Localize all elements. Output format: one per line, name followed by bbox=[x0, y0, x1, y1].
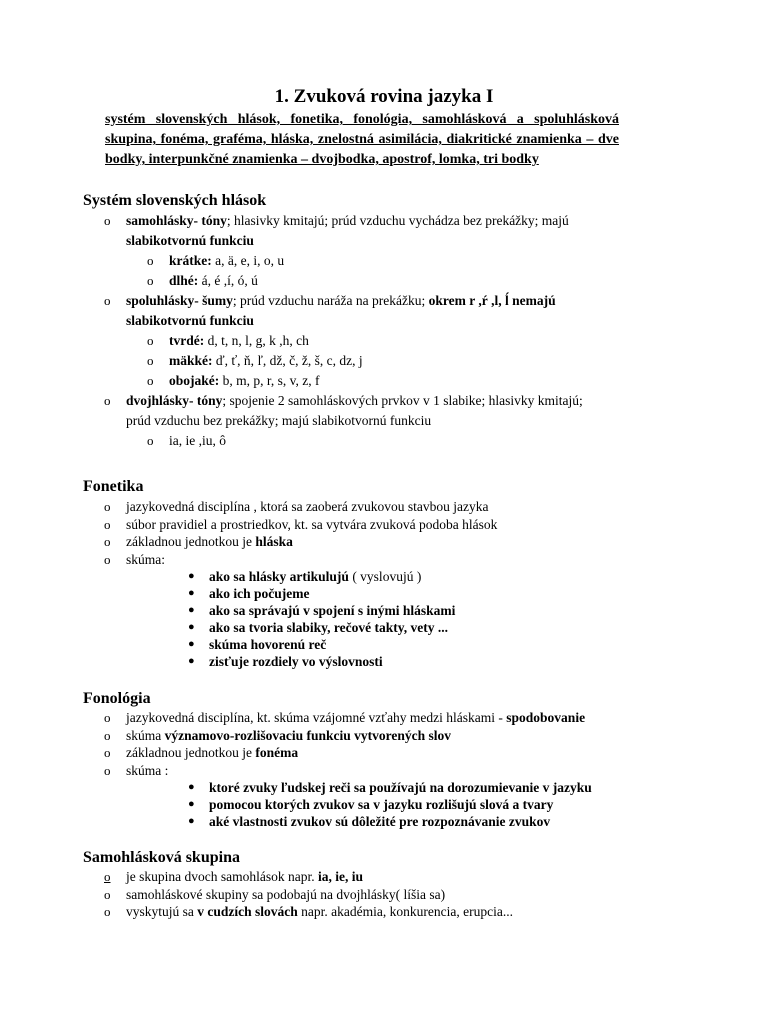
list-item-bullet: ● ako ich počujeme bbox=[188, 586, 310, 601]
list-item: o vyskytujú sa v cudzích slovách napr. akadémia, konkurencia, erupcia... bbox=[104, 904, 513, 919]
list-item-bullet: ● aké vlastnosti zvukov sú dôležité pre rozpoznávanie zvukov bbox=[188, 814, 551, 829]
list-item-bullet: ● ktoré zvuky ľudskej reči sa používajú na dorozumievanie v jazyku bbox=[188, 780, 592, 795]
list-item-tvrde: o tvrdé: d, t, n, l, g, k ,h, ch bbox=[0, 331, 768, 351]
circle-bullet-icon: o bbox=[104, 886, 111, 902]
heading-fonologia: Fonológia bbox=[83, 690, 151, 707]
circle-bullet-icon: o bbox=[104, 904, 111, 919]
list-item-spoluhlasky: o spoluhlásky- šumy; prúd vzduchu naráža na prekážku; okrem r ,ŕ ,l, ĺ nemajú slabikotvornú funkciu bbox=[104, 293, 556, 328]
circle-bullet-icon: o bbox=[104, 727, 111, 743]
list-system bbox=[0, 211, 768, 451]
circle-bullet-icon: o bbox=[147, 433, 154, 448]
filled-bullet-icon: ● bbox=[188, 570, 195, 582]
list-item-bullet: ● zisťuje rozdiely vo výslovnosti bbox=[188, 654, 383, 669]
topic-summary: systém slovenských hlások, fonetika, fonológia, samohlásková a spoluhlásková skupina, fonéma, grafémа, hláska, znelostná asimilácia, diakritické znamienka – dve bodky, interpunkčné znamienka – dvojbodka, apostrof, lomka, tri bodky bbox=[105, 112, 619, 167]
list-fonologia bbox=[0, 709, 768, 830]
circle-bullet-icon: o bbox=[104, 869, 111, 884]
list-item: o základnou jednotkou je fonéma bbox=[104, 745, 299, 760]
circle-bullet-icon: o bbox=[147, 353, 154, 368]
circle-bullet-icon: o bbox=[147, 253, 154, 268]
list-item: o skúma významovo-rozlišovaciu funkciu vytvorených slov bbox=[104, 727, 452, 743]
list-item: o je skupina dvoch samohlások napr. ia, ie, iu bbox=[104, 869, 363, 884]
circle-bullet-icon: o bbox=[104, 710, 111, 725]
circle-bullet-icon: o bbox=[147, 373, 154, 388]
list-item-bullet: ● skúma hovorenú reč bbox=[188, 637, 327, 652]
circle-bullet-icon: o bbox=[104, 745, 111, 760]
list-item: o jazykovedná disciplína, kt. skúma vzájomné vzťahy medzi hláskami - spodobovanie bbox=[104, 710, 586, 725]
circle-bullet-icon: o bbox=[147, 273, 154, 288]
list-samohlaskova bbox=[0, 868, 768, 921]
filled-bullet-icon: ● bbox=[188, 604, 195, 616]
filled-bullet-icon: ● bbox=[188, 798, 195, 810]
filled-bullet-icon: ● bbox=[188, 815, 195, 827]
circle-bullet-icon: o bbox=[104, 516, 111, 532]
filled-bullet-icon: ● bbox=[188, 638, 195, 650]
list-fonetika bbox=[0, 498, 768, 670]
circle-bullet-icon: o bbox=[104, 762, 111, 778]
circle-bullet-icon: o bbox=[104, 393, 111, 408]
list-item-kratke: o krátke: a, ä, e, i, o, u bbox=[0, 251, 768, 271]
list-item-obojake: o obojaké: b, m, p, r, s, v, z, f bbox=[0, 371, 768, 391]
list-item-bullet: ● pomocou ktorých zvukov sa v jazyku rozlišujú slová a tvary bbox=[188, 797, 554, 812]
list-item: o súbor pravidiel a prostriedkov, kt. sa vytvára zvuková podoba hlások bbox=[104, 516, 498, 532]
circle-bullet-icon: o bbox=[104, 499, 111, 514]
heading-fonetika: Fonetika bbox=[83, 478, 144, 495]
filled-bullet-icon: ● bbox=[188, 621, 195, 633]
list-item-dvojhlasky: o dvojhlásky- tóny; spojenie 2 samohláskových prvkov v 1 slabike; hlasivky kmitajú; prúd vzduchu bez prekážky; majú slabikotvornú funkciu bbox=[104, 393, 583, 428]
list-item-dvojhlasky-examples: o ia, ie ,iu, ô bbox=[0, 431, 768, 451]
filled-bullet-icon: ● bbox=[188, 587, 195, 599]
list-item: o základnou jednotkou je hláska bbox=[104, 534, 293, 549]
document-title: 1. Zvuková rovina jazyka I bbox=[274, 86, 494, 107]
list-item-dlhe: o dlhé: á, é ,í, ó, ú bbox=[0, 271, 768, 291]
list-item: o jazykovedná disciplína , ktorá sa zaoberá zvukovou stavbou jazyka bbox=[104, 499, 489, 514]
circle-bullet-icon: o bbox=[104, 551, 111, 567]
list-item: o skúma : bbox=[104, 762, 169, 778]
list-item-samohlasky: o samohlásky- tóny; hlasivky kmitajú; prúd vzduchu vychádza bez prekážky; majú slabikotvornú funkciu bbox=[104, 213, 569, 248]
list-item: o skúma: bbox=[104, 551, 165, 567]
circle-bullet-icon: o bbox=[104, 534, 111, 549]
heading-system: Systém slovenských hlások bbox=[83, 192, 267, 209]
list-item-bullet: ● ako sa hlásky artikulujú ( vyslovujú ) bbox=[188, 569, 422, 584]
list-item: o samohláskové skupiny sa podobajú na dvojhlásky( líšia sa) bbox=[104, 886, 446, 902]
list-item-makke: o mäkké: ď, ť, ň, ľ, dž, č, ž, š, c, dz, j bbox=[0, 351, 768, 371]
circle-bullet-icon: o bbox=[104, 213, 111, 228]
list-item-bullet: ● ako sa tvoria slabiky, rečové takty, vety ... bbox=[188, 620, 448, 635]
circle-bullet-icon: o bbox=[104, 293, 111, 308]
filled-bullet-icon: ● bbox=[188, 781, 195, 793]
list-item-bullet: ● ako sa správajú v spojení s inými hláskami bbox=[188, 603, 456, 618]
circle-bullet-icon: o bbox=[147, 333, 154, 348]
heading-samohlaskova-skupina: Samohlásková skupina bbox=[83, 849, 240, 866]
filled-bullet-icon: ● bbox=[188, 655, 195, 667]
